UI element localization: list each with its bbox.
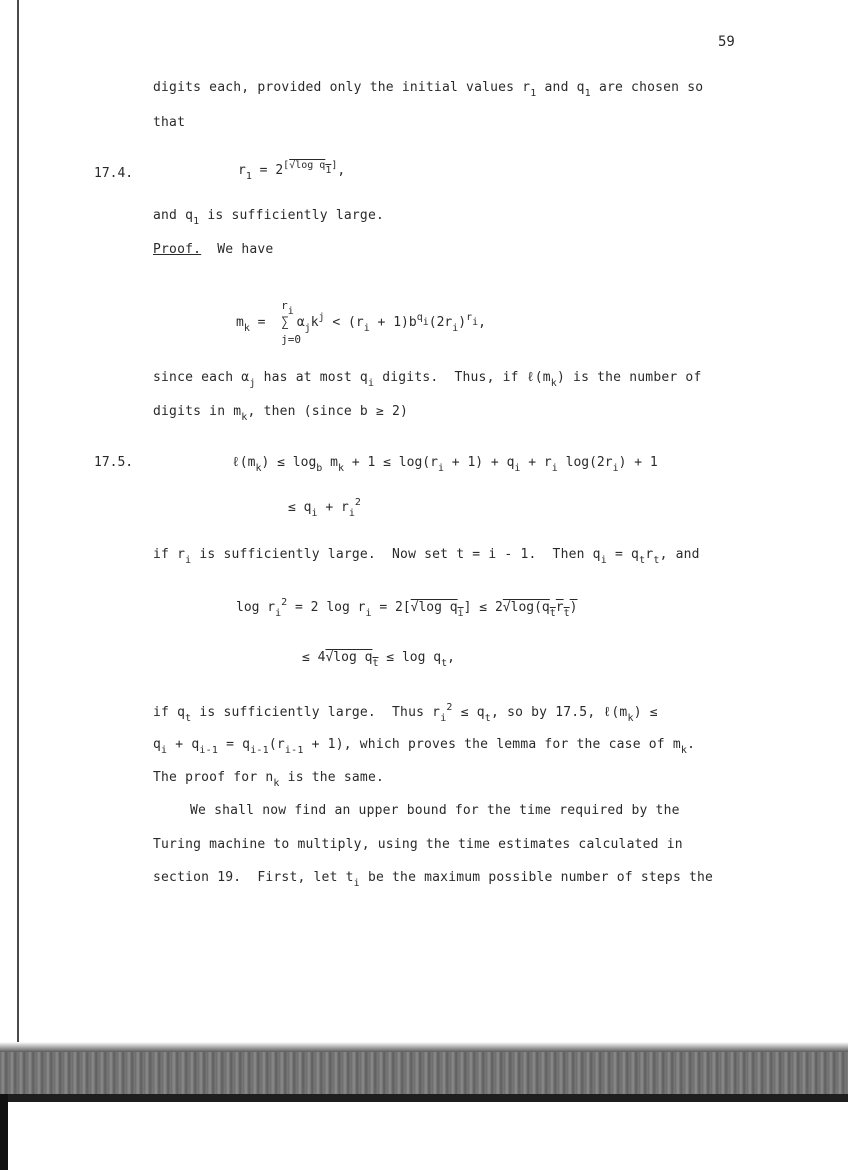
equation-17-5-line2: ≤ $q_i + r_i^2$ bbox=[288, 497, 361, 519]
equation-label: 17.4. bbox=[94, 166, 134, 181]
equation-label: 17.5. bbox=[94, 455, 134, 470]
text-line: digits in $m_k$, then (since b ≥ 2) bbox=[153, 404, 409, 423]
text-line: $q_i + q_{i-1} = q_{i-1}(r_{i-1} + 1)$, which proves the lemma for the case of $m_k$. bbox=[153, 737, 696, 756]
text-line: if $r_i$ is sufficiently large. Now set t = i - 1. Then $q_i = q_tr_t$, and bbox=[153, 547, 700, 566]
page-number: 59 bbox=[718, 34, 735, 50]
equation-sum: $m_k$ = $r_i$ ∑ j=0 $\alpha_jk^j < (r_i + 1)b^{q_i}(2r_i)^{r_i}$, bbox=[236, 299, 486, 346]
text-line: that bbox=[153, 115, 186, 130]
page-binding-edge bbox=[17, 0, 19, 1050]
scan-edge bbox=[0, 1094, 848, 1102]
scan-corner bbox=[0, 1094, 8, 1170]
text-line: We shall now find an upper bound for the time required by the bbox=[190, 803, 680, 818]
text-line: and $q_1$ is sufficiently large. bbox=[153, 208, 384, 227]
text-line: digits each, provided only the initial values $r_1$ and $q_1$ are chosen so bbox=[153, 80, 704, 99]
equation-log-line1: $\log r_i^2 = 2$ $\log r_i = 2[√\log$ $q_i] \le 2√\log(q_tr_t)$ bbox=[236, 597, 578, 619]
text-line: if $q_t$ is sufficiently large. Thus $r_i^2 \le q_t$, so by 17.5, $\ell(m_k)$ ≤ bbox=[153, 702, 658, 724]
scan-band bbox=[0, 1052, 848, 1094]
equation-17-5-line1: $\ell(m_k) \le \log_b m_k + 1 \le \log(r_i + 1) + q_i + r_i$ $\log(2r_i) + 1$ bbox=[232, 455, 658, 474]
proof-label: Proof. bbox=[153, 242, 202, 257]
proof-line: Proof. We have bbox=[153, 242, 274, 257]
text-line: since each $\alpha_j$ has at most $q_i$ digits. Thus, if $\ell(m_k)$ is the number of bbox=[153, 370, 702, 389]
text-line: The proof for $n_k$ is the same. bbox=[153, 770, 384, 789]
text-line: Turing machine to multiply, using the time estimates calculated in bbox=[153, 837, 683, 852]
equation-log-line2: ≤ 4√log $q_t \le \log q_t$, bbox=[302, 650, 455, 669]
equation-17-4: $r_1 = 2[√\log q1]$, bbox=[238, 160, 346, 182]
text-line: section 19. First, let $t_i$ be the maximum possible number of steps the bbox=[153, 870, 714, 889]
